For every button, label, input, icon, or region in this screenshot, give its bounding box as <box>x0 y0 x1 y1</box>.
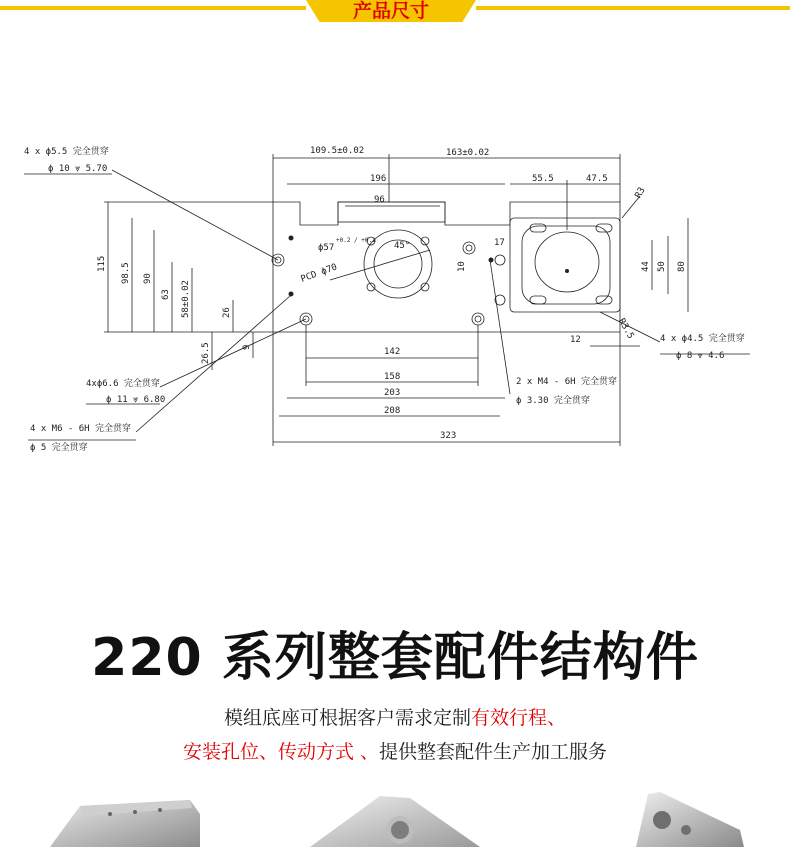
dim-26: 26 <box>222 307 232 318</box>
dim-12: 12 <box>570 335 581 345</box>
dim-r3-5: R3.5 <box>615 317 636 341</box>
dim-323: 323 <box>440 431 457 441</box>
description-line-2-red: 安装孔位、传动方式 、 <box>182 741 380 763</box>
note-tl-2: ϕ 10 ⩔ 5.70 <box>48 164 108 174</box>
note-br-2: ϕ 3.30 完全贯穿 <box>516 396 590 406</box>
dim-58: 58±0.02 <box>181 280 191 318</box>
note-bl-2: ϕ 5 完全贯穿 <box>30 443 88 453</box>
dim-208: 208 <box>384 406 401 416</box>
dim-142: 142 <box>384 347 401 357</box>
product-photo-middle <box>300 790 490 847</box>
description-line-1 <box>0 703 790 730</box>
note-ml-1: 4xϕ6.6 完全贯穿 <box>86 379 160 389</box>
dim-26-5: 26.5 <box>201 342 211 364</box>
dim-109-5: 109.5±0.02 <box>310 146 365 156</box>
header-title: 产品尺寸 <box>352 0 429 22</box>
note-br-1: 2 x M4 - 6H 完全贯穿 <box>516 377 618 387</box>
dim-47-5: 47.5 <box>586 174 608 184</box>
dim-50: 50 <box>657 261 667 272</box>
dim-196: 196 <box>370 174 387 184</box>
description-line-2 <box>0 737 790 764</box>
dim-pcd: PCD ϕ70 <box>299 262 339 285</box>
dim-9: 9 <box>242 344 252 350</box>
dim-80: 80 <box>677 261 687 272</box>
dim-98-5: 98.5 <box>121 262 131 284</box>
note-tl-1: 4 x ϕ5.5 完全贯穿 <box>24 147 109 157</box>
technical-drawing <box>0 100 790 500</box>
dim-d57: ϕ57 <box>318 243 335 253</box>
header-line-right <box>476 6 790 10</box>
dim-45deg: 45° <box>394 241 411 251</box>
dim-203: 203 <box>384 388 401 398</box>
note-ml-2: ϕ 11 ⩔ 6.80 <box>106 395 166 405</box>
dim-r3: R3 <box>633 185 648 201</box>
top-slot <box>338 202 445 222</box>
dim-44: 44 <box>641 261 651 272</box>
description-line-1-red: 有效行程、 <box>471 707 567 729</box>
dim-tol: +0.2 / +0.1 <box>336 237 376 244</box>
description-line-1-black: 模组底座可根据客户需求定制 <box>223 707 471 729</box>
dim-63: 63 <box>161 289 171 300</box>
product-photo-left <box>40 790 200 847</box>
dim-163: 163±0.02 <box>446 148 490 158</box>
header-line-left <box>0 6 306 10</box>
dim-115: 115 <box>97 255 107 272</box>
note-r-1: 4 x ϕ4.5 完全贯穿 <box>660 334 745 344</box>
product-photo-right <box>630 790 750 847</box>
main-title: 220 系列整套配件结构件 <box>91 628 699 688</box>
dim-17: 17 <box>494 238 505 248</box>
description-line-2-black: 提供整套配件生产加工服务 <box>379 741 608 763</box>
dim-96: 96 <box>374 195 385 205</box>
dim-158: 158 <box>384 372 401 382</box>
dim-55-5: 55.5 <box>532 174 554 184</box>
note-bl-1: 4 x M6 - 6H 完全贯穿 <box>30 424 132 434</box>
note-r-2: ϕ 8 ⩔ 4.6 <box>676 351 725 361</box>
dim-90: 90 <box>143 273 153 284</box>
dim-10: 10 <box>457 261 467 272</box>
